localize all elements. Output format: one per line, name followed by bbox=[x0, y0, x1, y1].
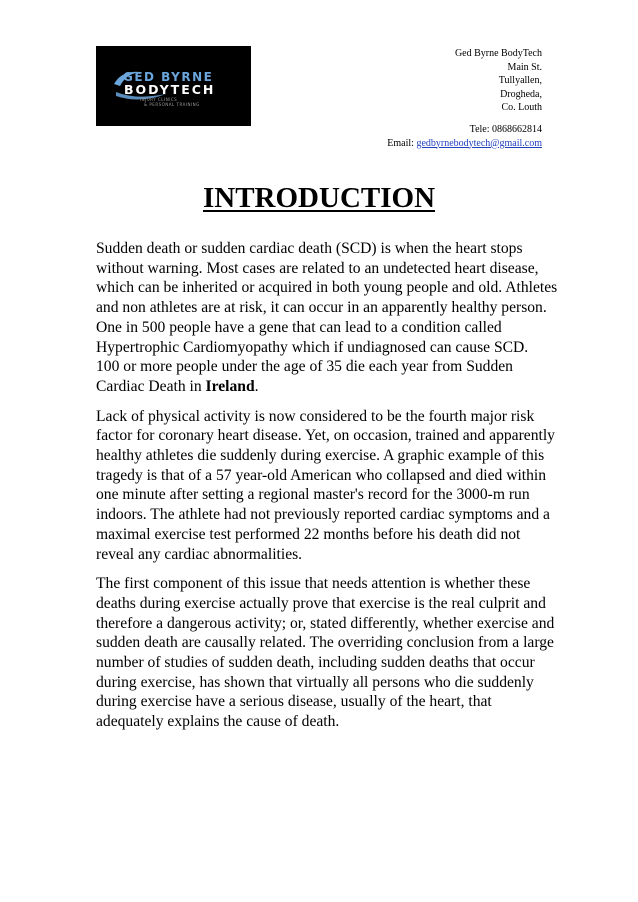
paragraph-1-line: Hypertrophic Cardiomyopathy which if undiagnosed can cause SCD. bbox=[96, 338, 529, 356]
paragraph-1 bbox=[96, 239, 558, 397]
paragraph-3 bbox=[96, 574, 555, 732]
paragraph-3-line: The first component of this issue that needs attention is whether these bbox=[96, 575, 531, 593]
paragraph-1-line: One in 500 people have a gene that can lead to a condition called bbox=[96, 318, 502, 336]
document-body bbox=[96, 239, 558, 742]
email-link[interactable]: gedbyrnebodytech@gmail.com bbox=[416, 137, 542, 149]
paragraph-1-last-line bbox=[96, 377, 548, 397]
paragraph-2-line: maximal exercise test performed 22 months before his death did not bbox=[96, 525, 521, 543]
company-logo bbox=[96, 46, 251, 126]
address-spacer bbox=[387, 115, 542, 123]
paragraph-3-line: number of studies of sudden death, including sudden deaths that occur bbox=[96, 654, 535, 672]
paragraph-3-line: therefore a dangerous activity; or, stated differently, whether exercise and bbox=[96, 614, 555, 632]
logo-tagline-1: INJURY CLINICS bbox=[140, 97, 178, 102]
contact-address-block bbox=[387, 47, 542, 150]
ireland-bold-text: Ireland bbox=[205, 377, 255, 395]
logo-graphic bbox=[96, 46, 251, 126]
paragraph-3-line: during exercise have a serious disease, usually of the heart, that bbox=[96, 693, 492, 711]
paragraph-1-line: and non athletes are at risk, it can occur in an apparently healthy person. bbox=[96, 299, 547, 317]
paragraph-1-line: which can be inherited or acquired in both young people and old. Athletes bbox=[96, 279, 558, 297]
paragraph-3-line: sudden death are causally related. The overriding conclusion from a large bbox=[96, 634, 554, 652]
address-city: Drogheda, bbox=[500, 88, 542, 100]
paragraph-1-line: Sudden death or sudden cardiac death (SCD) is when the heart stops bbox=[96, 240, 523, 257]
logo-brand-line-2: BODYTECH bbox=[124, 82, 216, 97]
last-line-prefix: Cardiac Death in bbox=[96, 377, 206, 395]
logo-brand-line-1: GED BYRNE bbox=[123, 70, 214, 84]
paragraph-1-line: 100 or more people under the age of 35 die each year from Sudden bbox=[96, 358, 513, 376]
paragraph-2-line: reveal any cardiac abnormalities. bbox=[96, 545, 303, 563]
paragraph-2 bbox=[96, 407, 555, 565]
paragraph-3-line: adequately explains the cause of death. bbox=[96, 713, 340, 731]
business-name: Ged Byrne BodyTech bbox=[454, 48, 542, 59]
paragraph-2-line: tragedy is that of a 57 year-old American who collapsed and died within bbox=[96, 466, 547, 484]
paragraph-3-line: during exercise, has shown that virtually all persons who die suddenly bbox=[96, 673, 534, 691]
phone-number: Tele: 0868662814 bbox=[469, 123, 542, 135]
address-county: Co. Louth bbox=[501, 102, 542, 114]
paragraph-2-line: healthy athletes die suddenly during exercise. A graphic example of this bbox=[96, 447, 545, 465]
last-line-suffix: . bbox=[254, 377, 259, 395]
email-line bbox=[387, 137, 542, 151]
document-title-text: INTRODUCTION bbox=[202, 182, 436, 214]
address-town: Tullyallen, bbox=[498, 75, 542, 87]
paragraph-2-line: indoors. The athlete had not previously reported cardiac symptoms and a bbox=[96, 506, 550, 524]
paragraph-2-line: factor for coronary heart disease. Yet, on occasion, trained and apparently bbox=[96, 427, 555, 445]
paragraph-2-line: Lack of physical activity is now considered to be the fourth major risk bbox=[96, 407, 535, 425]
paragraph-1-line: without warning. Most cases are related to an undetected heart disease, bbox=[96, 259, 539, 277]
address-street: Main St. bbox=[507, 61, 542, 73]
paragraph-2-line: one minute after setting a regional master's record for the 3000-m run bbox=[96, 486, 530, 504]
email-label: Email: bbox=[387, 137, 417, 149]
paragraph-3-line: deaths during exercise actually prove that exercise is the real culprit and bbox=[96, 594, 546, 612]
document-title bbox=[0, 180, 638, 216]
logo-tagline-2: & PERSONAL TRAINING bbox=[144, 102, 200, 107]
